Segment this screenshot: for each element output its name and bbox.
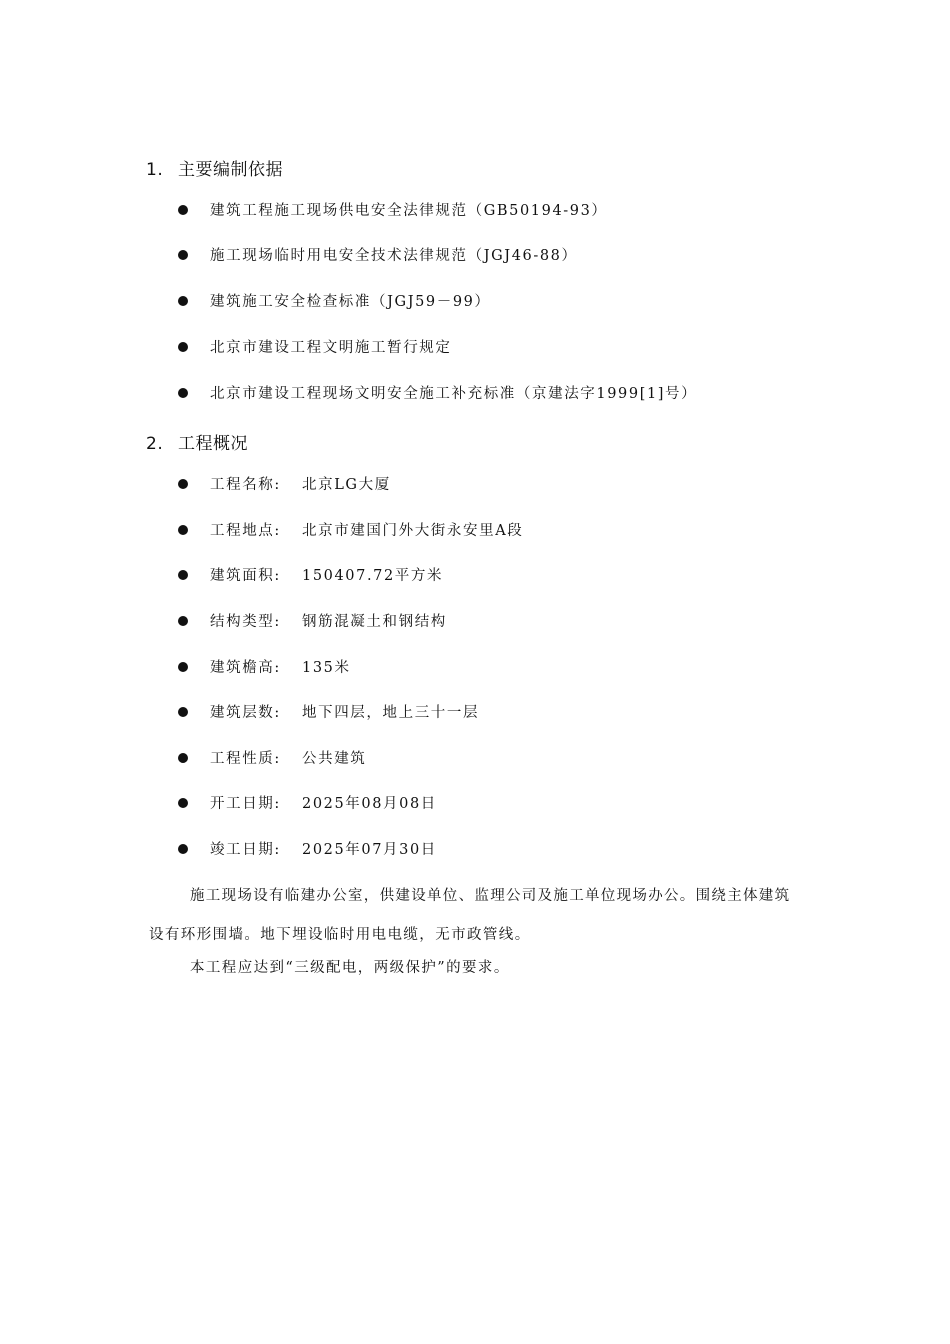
section-1-heading <box>146 155 283 180</box>
bullet-icon <box>178 296 188 306</box>
field-value: 公共建筑 <box>302 751 367 767</box>
section-2-title: 工程概况 <box>178 434 248 454</box>
bullet-icon <box>178 205 188 215</box>
field-label: 工程地点: <box>210 523 281 539</box>
bullet-icon <box>178 250 188 260</box>
bullet-icon <box>178 798 188 808</box>
bullet-icon <box>178 844 188 854</box>
bullet-icon <box>178 525 188 535</box>
list-item-text: 北京市建设工程文明施工暂行规定 <box>210 340 452 356</box>
bullet-icon <box>178 570 188 580</box>
field-value: 地下四层，地上三十一层 <box>302 705 480 721</box>
bullet-icon <box>178 388 188 398</box>
section-2-number: 2. <box>146 434 164 454</box>
field-label: 开工日期: <box>210 796 281 812</box>
field-row <box>178 703 479 723</box>
bullet-icon <box>178 662 188 672</box>
paragraph-line: 施工现场设有临建办公室，供建设单位、监理公司及施工单位现场办公。围绕主体建筑 <box>190 888 791 904</box>
bullet-icon <box>178 707 188 717</box>
section-1-title: 主要编制依据 <box>178 160 283 180</box>
field-row <box>178 749 366 769</box>
field-row <box>178 658 351 678</box>
section-1-number: 1. <box>146 160 164 180</box>
field-row <box>178 475 391 495</box>
list-item <box>178 292 491 312</box>
field-row <box>178 794 437 814</box>
field-value: 北京市建国门外大街永安里A段 <box>302 523 524 539</box>
field-row <box>178 566 443 586</box>
field-value: 150407.72平方米 <box>302 568 444 584</box>
field-value: 135米 <box>302 660 351 676</box>
list-item-text: 北京市建设工程现场文明安全施工补充标准（京建法字1999[1]号） <box>210 386 698 402</box>
paragraph: 本工程应达到“三级配电，两级保护”的要求。 <box>190 960 510 976</box>
paragraph-line: 设有环形围墙。地下埋设临时用电电缆，无市政管线。 <box>149 927 531 943</box>
list-item <box>178 384 697 404</box>
field-label: 建筑面积: <box>210 568 281 584</box>
field-label: 竣工日期: <box>210 842 281 858</box>
field-label: 建筑层数: <box>210 705 281 721</box>
field-value: 2025年08月08日 <box>302 796 437 812</box>
list-item-text: 建筑施工安全检查标准（JGJ59－99） <box>210 294 491 310</box>
section-2-heading <box>146 429 248 454</box>
field-value: 2025年07月30日 <box>302 842 437 858</box>
field-value: 钢筋混凝土和钢结构 <box>302 614 447 630</box>
field-row <box>178 840 437 860</box>
bullet-icon <box>178 616 188 626</box>
field-label: 建筑檐高: <box>210 660 281 676</box>
list-item <box>178 338 452 358</box>
field-label: 结构类型: <box>210 614 281 630</box>
field-value: 北京LG大厦 <box>302 477 391 493</box>
field-row <box>178 612 447 632</box>
bullet-icon <box>178 479 188 489</box>
field-label: 工程名称: <box>210 477 281 493</box>
list-item <box>178 201 608 221</box>
list-item <box>178 246 578 266</box>
list-item-text: 施工现场临时用电安全技术法律规范（JGJ46-88） <box>210 248 578 264</box>
bullet-icon <box>178 753 188 763</box>
bullet-icon <box>178 342 188 352</box>
list-item-text: 建筑工程施工现场供电安全法律规范（GB50194-93） <box>210 203 608 219</box>
field-row <box>178 521 523 541</box>
field-label: 工程性质: <box>210 751 281 767</box>
